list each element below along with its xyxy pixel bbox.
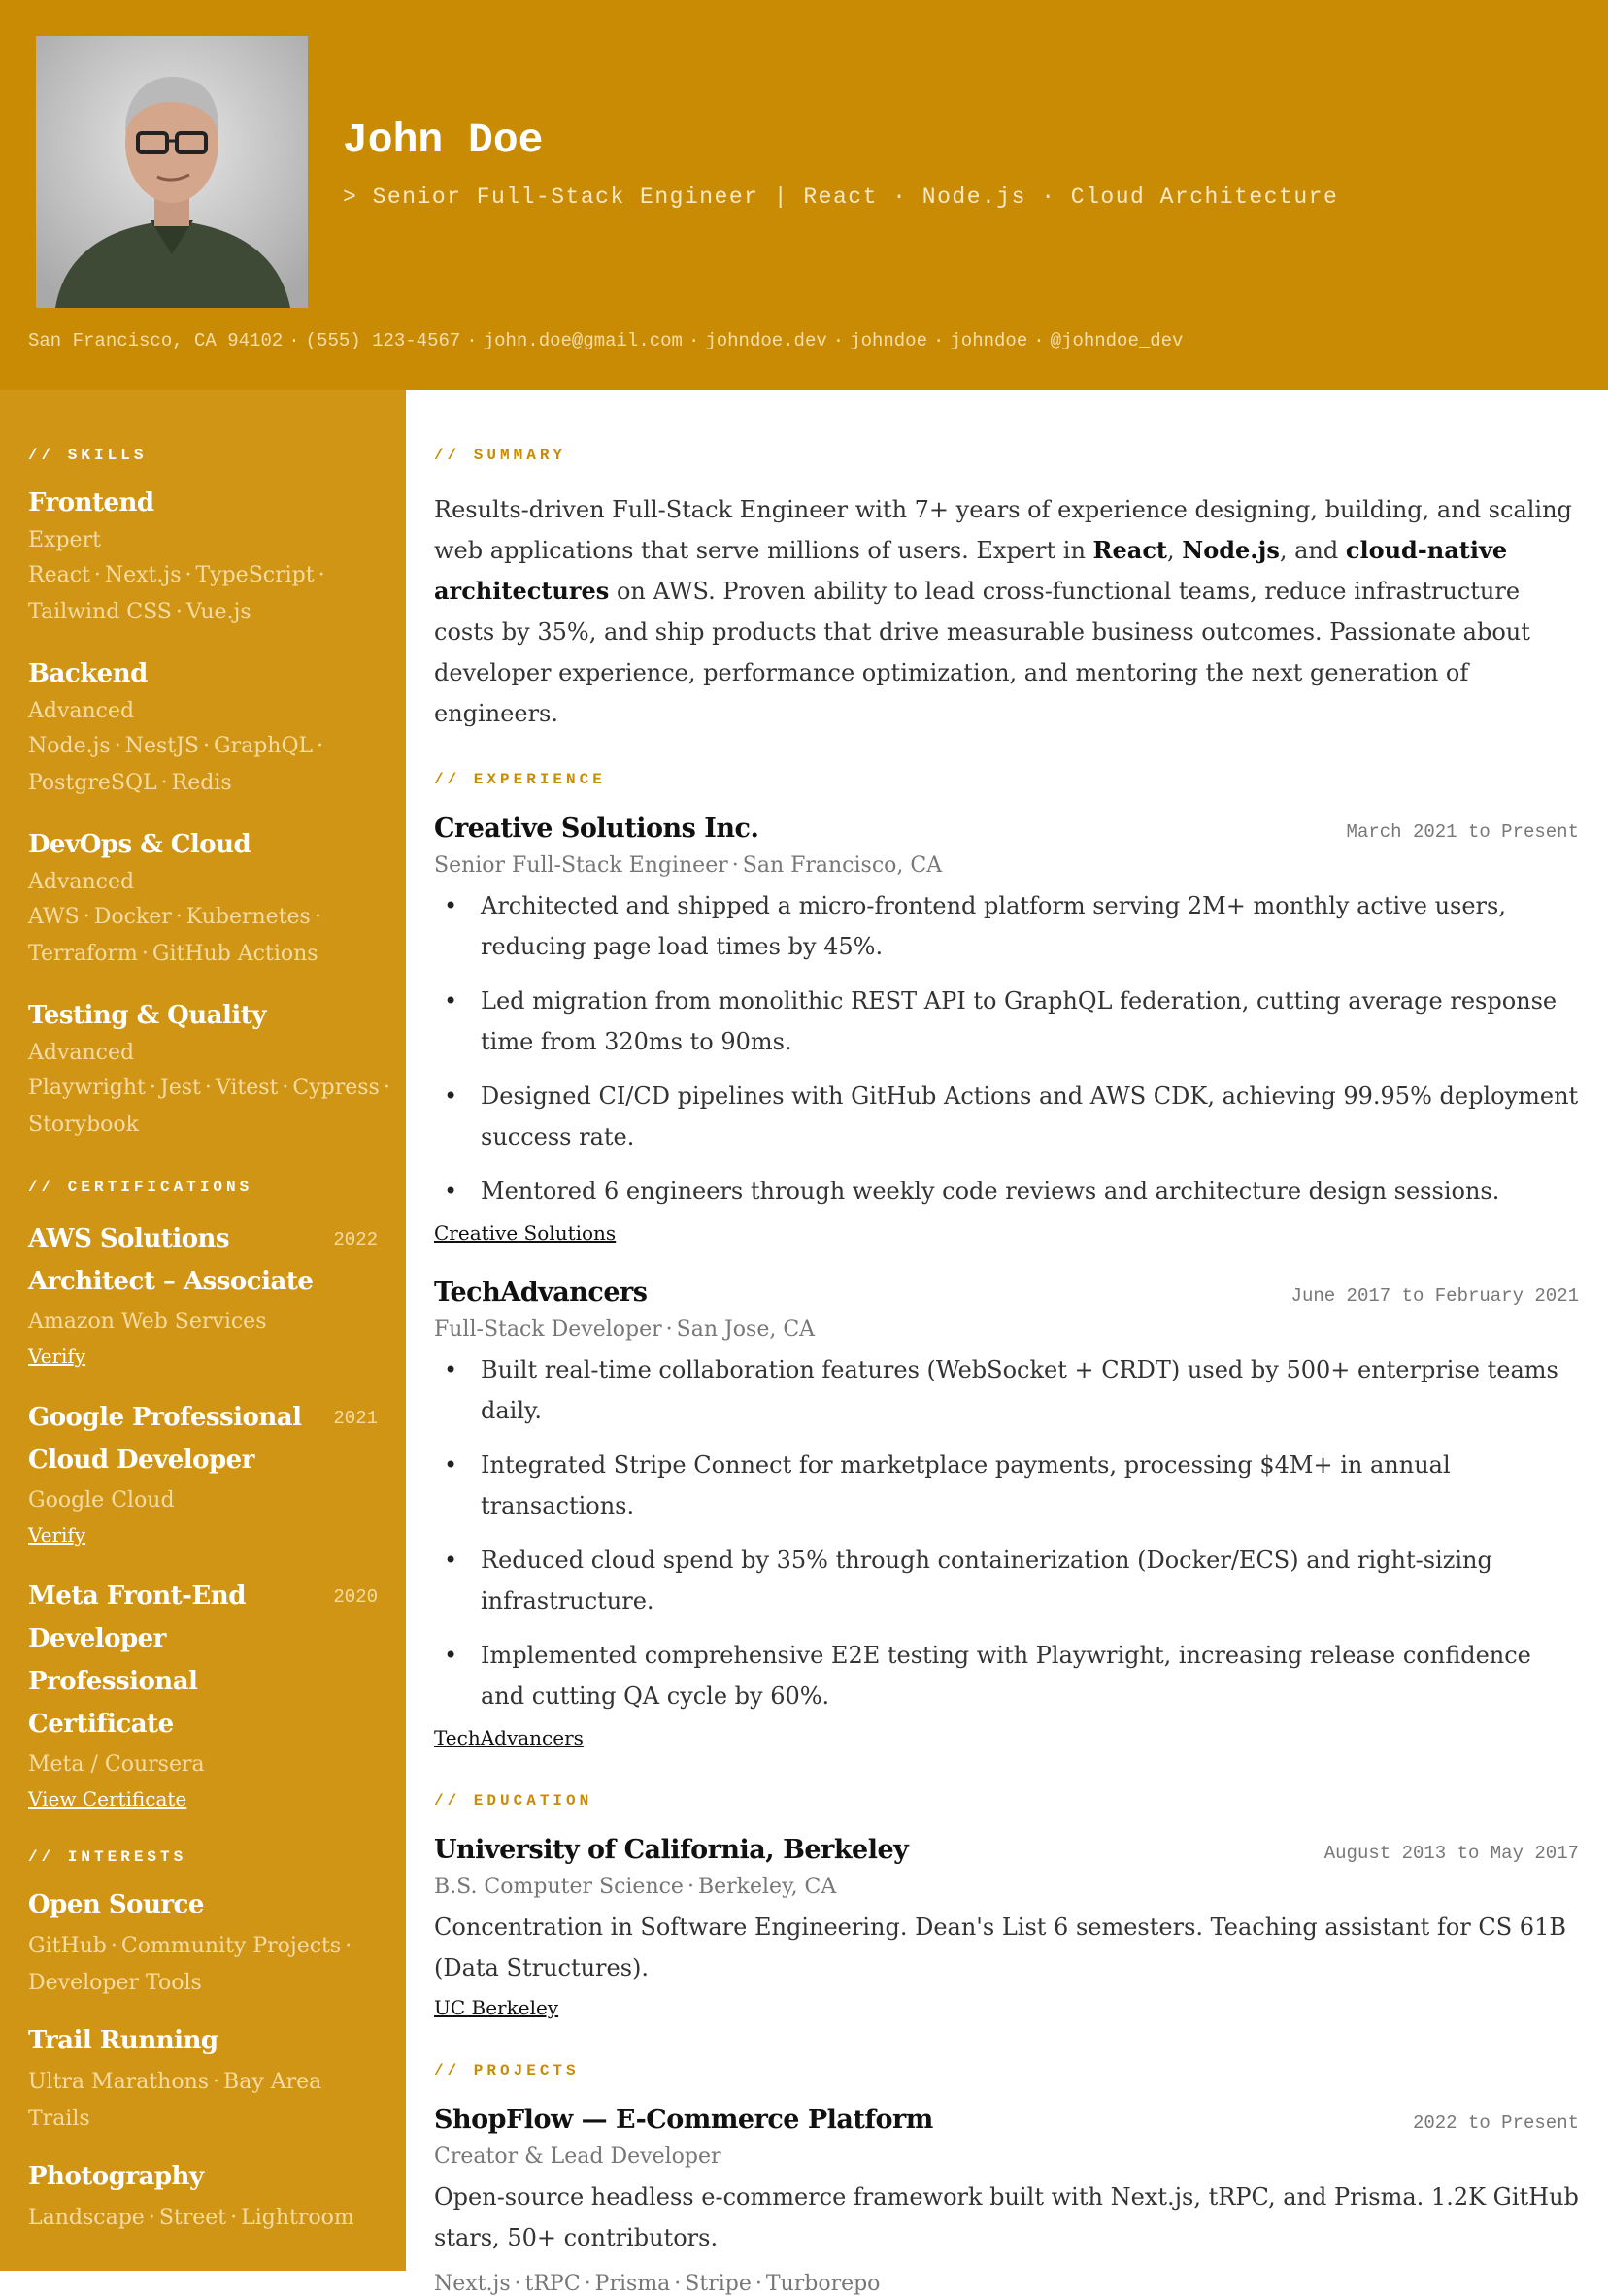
skill-group-backend (28, 656, 378, 802)
degree-location: B.S. Computer Science · Berkeley, CA (434, 1875, 837, 1899)
cert-year: 2022 (333, 1229, 378, 1250)
contact-info: San Francisco, CA 94102 · (555) 123-4567 · john.doe@gmail.com · johndoe.dev · johndoe · johndoe · @johndoe_dev (28, 330, 1184, 351)
company-link[interactable]: Creative Solutions (434, 1221, 617, 1245)
profile-photo (36, 36, 308, 308)
skill-group-devops (28, 827, 378, 973)
projects-heading: // PROJECTS (434, 2062, 580, 2080)
cert-year: 2021 (333, 1408, 378, 1429)
candidate-name: John Doe (343, 116, 544, 164)
entry-date: August 2013 to May 2017 (1323, 1843, 1579, 1864)
profile-photo-image (36, 36, 308, 308)
contact-github[interactable]: johndoe (850, 330, 927, 351)
skill-level: Expert (28, 528, 101, 552)
education-heading: // EDUCATION (434, 1792, 593, 1810)
resume-header (0, 0, 1608, 390)
interests-heading: // INTERESTS (28, 1848, 187, 1866)
cert-issuer: Amazon Web Services (28, 1310, 267, 1334)
skills-heading: // SKILLS (28, 447, 148, 464)
achievement-list (434, 1349, 1579, 1716)
role-location: Senior Full-Stack Engineer · San Francisco, CA (434, 853, 943, 878)
certifications-heading: // CERTIFICATIONS (28, 1179, 253, 1196)
cert-view-link[interactable]: View Certificate (28, 1787, 187, 1811)
skill-tags: Playwright · Jest · Vitest · Cypress · Storybook (28, 1076, 390, 1137)
skill-title: Backend (28, 659, 148, 688)
candidate-tagline: > Senior Full-Stack Engineer | React · Node.js · Cloud Architecture (343, 184, 1339, 210)
contact-phone[interactable]: (555) 123-4567 (305, 330, 461, 351)
cert-issuer: Google Cloud (28, 1488, 175, 1513)
entry-date: March 2021 to Present (1346, 821, 1579, 843)
skill-title: DevOps & Cloud (28, 830, 251, 859)
sidebar (0, 390, 406, 2271)
interest-title: Trail Running (28, 2026, 218, 2055)
cert-item (28, 1575, 378, 1814)
skill-level: Advanced (28, 870, 135, 894)
education-entry (434, 1835, 1579, 2019)
interest-tags: Landscape · Street · Lightroom (28, 2206, 354, 2230)
cert-year: 2020 (333, 1586, 378, 1608)
achievement-item: • Built real-time collaboration features (WebSocket + CRDT) used by 500+ enterprise teams daily. (434, 1349, 1579, 1431)
interest-item (28, 2023, 378, 2138)
contact-email[interactable]: john.doe@gmail.com (483, 330, 683, 351)
achievement-item: • Mentored 6 engineers through weekly code reviews and architecture design sessions. (434, 1171, 1579, 1212)
cert-item (28, 1217, 378, 1371)
skill-level: Advanced (28, 699, 135, 723)
company-name: TechAdvancers (434, 1278, 648, 1308)
skill-level: Advanced (28, 1041, 135, 1065)
cert-verify-link[interactable]: Verify (28, 1345, 86, 1368)
summary-heading: // SUMMARY (434, 447, 567, 464)
skill-title: Testing & Quality (28, 1001, 266, 1030)
school-link[interactable]: UC Berkeley (434, 1996, 559, 2019)
contact-twitter[interactable]: @johndoe_dev (1050, 330, 1184, 351)
interest-item (28, 1887, 378, 2002)
project-name: ShopFlow — E-Commerce Platform (434, 2105, 933, 2135)
entry-date: June 2017 to February 2021 (1290, 1285, 1579, 1307)
achievement-list (434, 885, 1579, 1212)
main-content (406, 390, 1608, 2296)
cert-issuer: Meta / Coursera (28, 1752, 205, 1777)
role-location: Full-Stack Developer · San Jose, CA (434, 1317, 816, 1342)
skill-tags: React · Next.js · TypeScript · Tailwind CSS · Vue.js (28, 563, 325, 624)
education-description: Concentration in Software Engineering. Dean's List 6 semesters. Teaching assistant for CS 61B (Data Structures). (434, 1913, 1566, 1981)
school-name: University of California, Berkeley (434, 1835, 909, 1865)
experience-entry (434, 814, 1579, 1245)
experience-heading: // EXPERIENCE (434, 771, 606, 788)
cert-name: Meta Front-End Developer Professional Certificate (28, 1581, 246, 1739)
contact-linkedin[interactable]: johndoe (950, 330, 1028, 351)
interest-title: Photography (28, 2162, 204, 2191)
interest-item (28, 2159, 378, 2237)
interest-tags: GitHub · Community Projects · Developer Tools (28, 1934, 352, 1995)
entry-date: 2022 to Present (1412, 2113, 1579, 2134)
achievement-item: • Integrated Stripe Connect for marketplace payments, processing $4M+ in annual transactions. (434, 1445, 1579, 1526)
project-tags: Next.js · tRPC · Prisma · Stripe · Turborepo (434, 2272, 881, 2296)
achievement-item: • Implemented comprehensive E2E testing with Playwright, increasing release confidence and cutting QA cycle by 60%. (434, 1635, 1579, 1716)
contact-address: San Francisco, CA 94102 (28, 330, 284, 351)
achievement-item: • Led migration from monolithic REST API to GraphQL federation, cutting average response time from 320ms to 90ms. (434, 981, 1579, 1062)
achievement-item: • Architected and shipped a micro-frontend platform serving 2M+ monthly active users, reducing page load times by 45%. (434, 885, 1579, 967)
skill-title: Frontend (28, 488, 154, 517)
skill-group-testing (28, 998, 390, 1144)
achievement-item: • Designed CI/CD pipelines with GitHub Actions and AWS CDK, achieving 99.95% deployment success rate. (434, 1076, 1579, 1157)
contact-website[interactable]: johndoe.dev (705, 330, 827, 351)
skill-tags: AWS · Docker · Kubernetes · Terraform · GitHub Actions (28, 905, 321, 966)
experience-entry (434, 1278, 1579, 1749)
summary-text: Results-driven Full-Stack Engineer with 7+ years of experience designing, building, and scaling web applications that serve millions of users. Expert in React, Node.js, and cloud-native architectures on AWS. Proven ability to lead cross-functional teams, reduce infrastructure costs by 35%, and ship products that drive measurable business outcomes. Passionate about developer experience, performance optimization, and mentoring the next generation of engineers. (434, 496, 1572, 727)
cert-item (28, 1396, 378, 1549)
project-entry (434, 2105, 1579, 2296)
skill-group-frontend (28, 485, 378, 631)
interest-tags: Ultra Marathons · Bay Area Trails (28, 2070, 322, 2131)
company-link[interactable]: TechAdvancers (434, 1726, 584, 1749)
achievement-item: • Reduced cloud spend by 35% through containerization (Docker/ECS) and right-sizing infrastructure. (434, 1540, 1579, 1621)
skill-tags: Node.js · NestJS · GraphQL · PostgreSQL · Redis (28, 734, 324, 795)
cert-verify-link[interactable]: Verify (28, 1523, 86, 1547)
project-role: Creator & Lead Developer (434, 2145, 721, 2169)
project-description: Open-source headless e-commerce framework built with Next.js, tRPC, and Prisma. 1.2K GitHub stars, 50+ contributors. (434, 2183, 1579, 2251)
cert-name: Google Professional Cloud Developer (28, 1403, 302, 1475)
cert-name: AWS Solutions Architect – Associate (28, 1224, 314, 1296)
interest-title: Open Source (28, 1890, 204, 1919)
company-name: Creative Solutions Inc. (434, 814, 759, 844)
